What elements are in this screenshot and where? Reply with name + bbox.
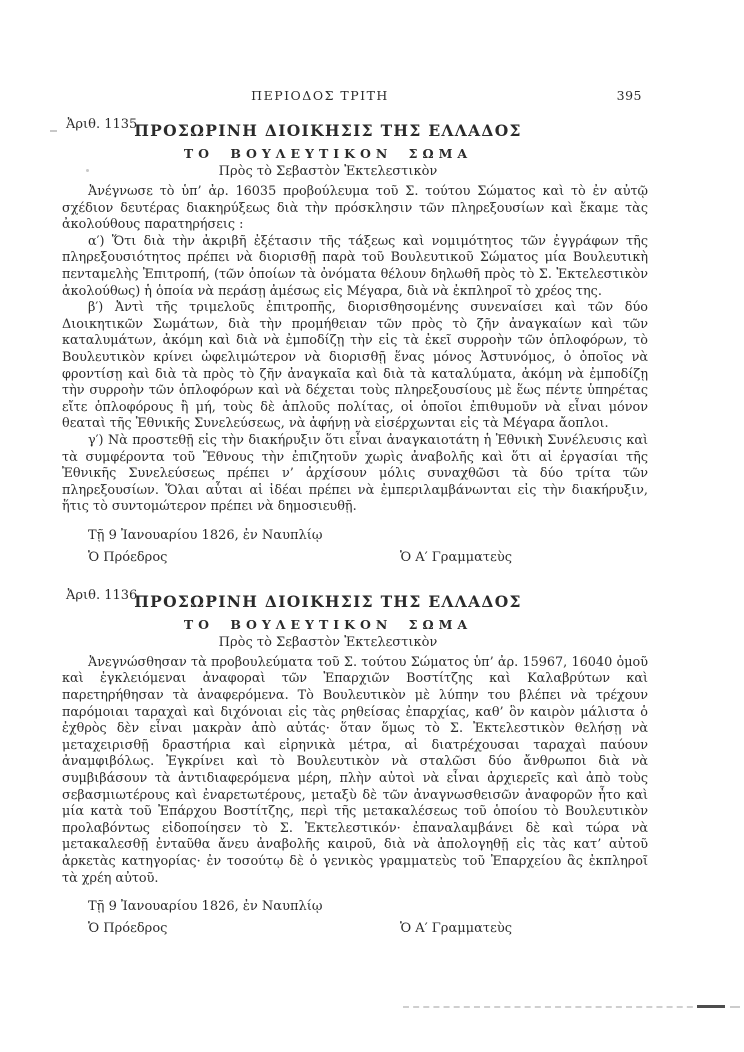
scan-artifact-dash: [50, 130, 57, 132]
scan-artifact-tail-dash: [730, 1006, 740, 1008]
date-line: Τῇ 9 Ἰανουαρίου 1826, ἐν Ναυπλίῳ: [88, 899, 323, 915]
running-head: [62, 88, 648, 103]
running-title: ΠΕΡΙΟΔΟΣ ΤΡΙΤΗ: [251, 88, 389, 103]
page-number: 395: [616, 88, 642, 103]
decree-paragraph-beta: β′) Ἀντὶ τῆς τριμελοῦς ἐπιτροπῆς, διορισθησομένης συνεναίσει καὶ τῶν δύο Διοικητικῶν Σωμάτων, διὰ τὴν προμήθειαν τῶν πρὸς τὸ ζῆν ἀναγκαίων καὶ τῶν καταλυμάτων, ἀκόμη καὶ διὰ νὰ ἐμποδίζῃ τὴν εἰς τὰ ἐκεῖ συρροὴν τῶν ὁπλοφόρων, τὸ Βουλευτικὸν κρίνει ὠφελιμώτερον νὰ διορισθῇ ἕνας μόνος Ἀστυνόμος, ὁ ὁποῖος νὰ φροντίσῃ καὶ διὰ τὰ πρὸς τὸ ζῆν ἀναγκαῖα καὶ διὰ τὰ καταλύματα, ἀκόμη νὰ ἐμποδίζῃ τὴν συρροὴν τῶν ὁπλοφόρων καὶ νὰ δέχεται τοὺς πληρεξουσίους μὲ ἕως πέντε ὑπηρέτας εἴτε ὁπλοφόρους ἢ μή, τοὺς δὲ ἁπλοῦς πολίτας, οἱ ὁποῖοι ἐπιθυμοῦν νὰ εἶναι μόνον θεαταὶ τῆς Ἐθνικῆς Συνελεύσεως, νὰ ἀφήνῃ νὰ εἰσέρχωνται εἰς τὰ Μέγαρα ἄοπλοι.: [62, 300, 648, 432]
scan-artifact-line: [403, 1006, 703, 1008]
decree-number: Ἀριθ. 1135: [66, 117, 138, 132]
decree-paragraph-gamma: γ′) Νὰ προστεθῇ εἰς τὴν διακήρυξιν ὅτι εἶναι ἀναγκαιοτάτη ἡ Ἐθνικὴ Συνέλευσις καὶ τὰ συμφέροντα τοῦ Ἔθνους τὴν ἐπιζητοῦν χωρὶς ἀναβολῆς καὶ ὅτι αἱ ἐργασίαι τῆς Ἐθνικῆς Συνελεύσεως πρέπει ν’ ἀρχίσουν μόλις συναχθῶσι τὰ δύο τρίτα τῶν πληρεξουσίων. Ὅλαι αὗται αἱ ἰδέαι πρέπει νὰ ἐμπεριλαμβάνωνται εἰς τὴν διακήρυξιν, ἥτις τὸ συντομώτερον πρέπει νὰ δημοσιευθῇ.: [62, 432, 648, 515]
decree-title: ΠΡΟΣΩΡΙΝΗ ΔΙΟΙΚΗΣΙΣ ΤΗΣ ΕΛΛΑΔΟΣ: [134, 591, 522, 611]
decree-paragraph-alpha: α′) Ὅτι διὰ τὴν ἀκριβῆ ἐξέτασιν τῆς τάξεως καὶ νομιμότητος τῶν ἐγγράφων τῆς πληρεξουσιότητος πρέπει νὰ διορισθῇ παρὰ τοῦ Βουλευτικοῦ Σώματος μία Βουλευτικὴ πενταμελὴς Ἐπιτροπή, (τῶν ὁποίων τὰ ὀνόματα θέλουν δηλωθῆ πρὸς τὸ Σ. Ἐκτελεστικὸν ἀκολούθως) ἡ ὁποία νὰ περάσῃ ἀμέσως εἰς Μέγαρα, διὰ νὰ ἐκπληροῖ τὸ χρέος της.: [62, 233, 648, 299]
scan-artifact-dot: [86, 169, 89, 172]
legislative-body-heading: ΤΟ ΒΟΥΛΕΥΤΙΚΟΝ ΣΩΜΑ: [183, 146, 473, 161]
president-signature-label: Ὁ Πρόεδρος: [88, 921, 168, 937]
signature-row: [62, 550, 648, 565]
scan-artifact-dark-dash: [697, 1005, 725, 1008]
addressee-line: Πρὸς τὸ Σεβαστὸν Ἐκτελεστικὸν: [218, 164, 438, 179]
decree-1135: [62, 117, 648, 565]
date-line: Τῇ 9 Ἰανουαρίου 1826, ἐν Ναυπλίῳ: [88, 527, 323, 543]
decree-body: [62, 184, 648, 516]
decree-title: ΠΡΟΣΩΡΙΝΗ ΔΙΟΙΚΗΣΙΣ ΤΗΣ ΕΛΛΑΔΟΣ: [134, 121, 522, 140]
decree-paragraph: Ἀνεγνώσθησαν τὰ προβουλεύματα τοῦ Σ. τούτου Σώματος ὑπ’ ἀρ. 15967, 16040 ὁμοῦ καὶ ἐγκλειόμεναι ἀναφοραὶ τῶν Ἐπαρχιῶν Βοστίτζης καὶ Καλαβρύτων καὶ παρετηρήθησαν τὰ ἀναφερόμενα. Τὸ Βουλευτικὸν μὲ λύπην του βλέπει νὰ τρέχουν παρόμοιαι ταραχαὶ καὶ διχόνοιαι εἰς τὰς ρηθείσας ἐπαρχίας, καθ’ ὃν καιρὸν μάλιστα ὁ ἐχθρὸς δὲν εἶναι μακρὰν ἀπὸ αὐτάς· ὅταν ὅμως τὸ Σ. Ἐκτελεστικὸν θελήσῃ νὰ μεταχειρισθῇ δραστήρια καὶ εἰρηνικὰ μέτρα, αἱ διατρέχουσαι ταραχαὶ παύουν ἀναμφιβόλως. Ἐγκρίνει καὶ τὸ Βουλευτικὸν νὰ σταλῶσι δύο ἄνθρωποι διὰ νὰ συμβιβάσουν τὰ ἀντιδιαφερόμενα μέρη, πλὴν αὐτοὶ νὰ εἶναι ἀρχιερεῖς καὶ ἀπὸ τοὺς σεβασμιωτέρους καὶ ἐναρετωτέρους, μεταξὺ δὲ τῶν ἀναγνωσθεισῶν ἀναφορῶν ἦτο καὶ μία κατὰ τοῦ Ἐπάρχου Βοστίτζης, περὶ τῆς μετακαλέσεως τοῦ ὁποίου τὸ Βουλευτικὸν προλαβόντως εἰδοποίησεν τὸ Σ. Ἐκτελεστικόν· ἐπαναλαμβάνει δὲ καὶ τώρα νὰ μετακαλεσθῇ ἐνταῦθα ἄνευ ἀναβολῆς καιροῦ, διὰ νὰ ἀπολογηθῇ εἰς τὰς κατ’ αὐτοῦ ἀρκετὰς κατηγορίας· ἐν τοσούτῳ δὲ ὁ γενικὸς γραμματεὺς τοῦ Ἐπαρχείου ἂς ἐκπληροῖ τὰ χρέη αὐτοῦ.: [62, 654, 648, 886]
decree-number: Ἀριθ. 1136: [66, 587, 138, 603]
addressee-line: Πρὸς τὸ Σεβαστὸν Ἐκτελεστικὸν: [218, 634, 438, 650]
president-signature-label: Ὁ Πρόεδρος: [88, 549, 168, 565]
decree-head: [62, 587, 648, 611]
text-block: [62, 88, 648, 936]
legislative-body-heading: ΤΟ ΒΟΥΛΕΥΤΙΚΟΝ ΣΩΜΑ: [183, 616, 473, 632]
secretary-signature-label: Ὁ Α′ Γραμματεὺς: [400, 549, 513, 565]
signature-row: [62, 921, 648, 936]
decree-paragraph: Ἀνέγνωσε τὸ ὑπ’ ἀρ. 16035 προβούλευμα τοῦ Σ. τούτου Σώματος καὶ τὸ ἐν αὐτῷ σχέδιον δευτέρας διακηρύξεως διὰ τὴν πρόσκλησιν τῶν πληρεξουσίων καὶ ἔκαμε τὰς ἀκολούθους παρατηρήσεις :: [62, 184, 648, 233]
secretary-signature-label: Ὁ Α′ Γραμματεὺς: [400, 921, 513, 937]
decree-body: [62, 655, 648, 887]
decree-head: [62, 117, 648, 140]
decree-1136: [62, 587, 648, 937]
